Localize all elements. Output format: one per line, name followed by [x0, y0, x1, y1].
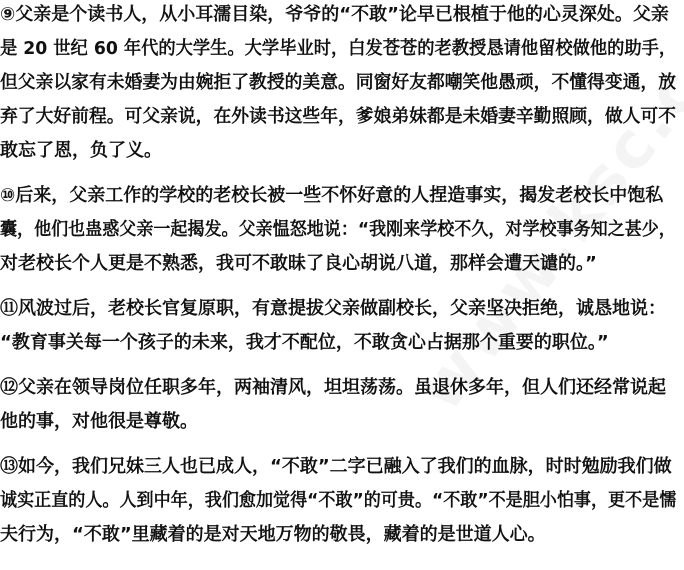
- paragraph-9-line-1: [0, 4, 684, 26]
- paragraph-13-line-1-text: 如今，我们兄妹三人也已成人，“不敢”二字已融入了我们的血脉，时时勉励我们做: [18, 456, 672, 477]
- paragraph-13-line-1: [0, 456, 684, 478]
- paragraph-10-line-1-text: 后来，父亲工作的学校的老校长被一些不怀好意的人捏造事实，揭发老校长中饱私: [15, 185, 664, 206]
- paragraph-10-line-2: 囊，他们也蛊惑父亲一起揭发。父亲愠怒地说：“我刚来学校不久，对学校事务知之甚少，: [0, 219, 676, 240]
- paragraph-10-marker: ⑩: [0, 185, 16, 206]
- paragraph-9-line-2: 是 20 世纪 60 年代的大学生。大学毕业时，白发苍苍的老教授恳请他留校做他的助手，: [0, 38, 677, 59]
- paragraph-9-line-1-text: 父亲是个读书人，从小耳濡目染，爷爷的“不敢”论早已根植于他的心灵深处。父亲: [15, 4, 669, 25]
- paragraph-11-line-2: “教育事关每一个孩子的未来，我才不配位，不敢贪心占据那个重要的职位。”: [0, 332, 609, 353]
- paragraph-12-line-1-text: 父亲在领导岗位任职多年，两袖清风，坦坦荡荡。虽退休多年，但人们还经常说起: [18, 377, 666, 398]
- paragraph-11-line-1: [0, 298, 684, 320]
- paragraph-9-line-4: 弃了大好前程。可父亲说，在外读书这些年，爹娘弟妹都是未婚妻辛勤照顾，做人可不: [0, 106, 676, 127]
- paragraph-10-line-3: 对老校长个人更是不熟悉，我可不敢昧了良心胡说八道，那样会遭天谴的。”: [0, 253, 597, 274]
- paragraph-13-line-2: 诚实正直的人。人到中年，我们愈加觉得“不敢”的可贵。“不敢”不是胆小怕事，更不是懦: [0, 490, 677, 511]
- paragraph-9-line-3: 但父亲以家有未婚妻为由婉拒了教授的美意。同窗好友都嘲笑他愚顽，不懂得变通，放: [0, 72, 676, 93]
- paragraph-13-line-3: 夫行为，“不敢”里藏着的是对天地万物的敬畏，藏着的是世道人心。: [0, 524, 546, 545]
- paragraph-12-line-1: [0, 377, 684, 399]
- paragraph-11-marker: ⑪: [0, 298, 18, 319]
- paragraph-10-line-1: [0, 185, 684, 207]
- paragraph-12-marker: ⑫: [0, 377, 18, 398]
- paragraph-9-marker: ⑨: [0, 4, 16, 25]
- paragraph-9-line-5: 敢忘了恩，负了义。: [0, 140, 162, 161]
- paragraph-11-line-1-text: 风波过后，老校长官复原职，有意提拔父亲做副校长，父亲坚决拒绝，诚恳地说：: [18, 298, 666, 319]
- paragraph-12-line-2: 他的事，对他很是尊敬。: [0, 411, 198, 432]
- paragraph-13-marker: ⑬: [0, 456, 18, 477]
